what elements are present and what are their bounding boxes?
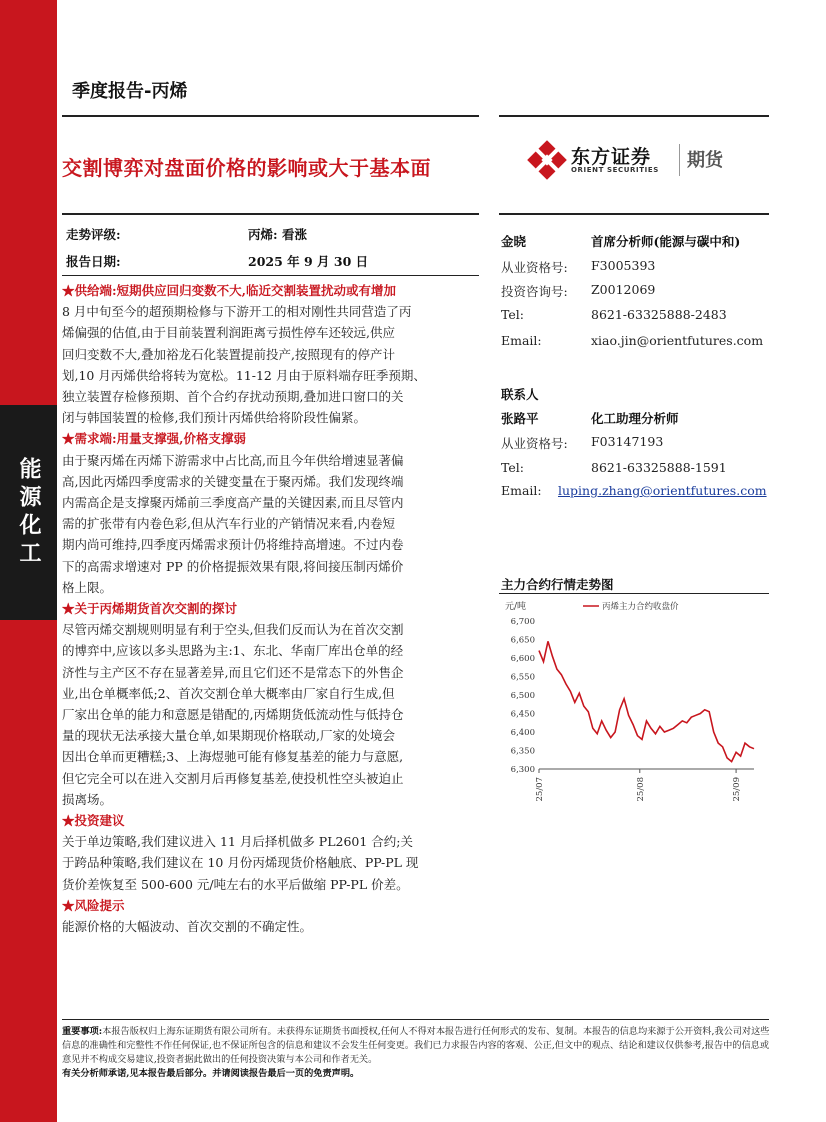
qual-label: 从业资格号:: [501, 436, 568, 451]
logo-separator: [679, 144, 680, 176]
sector-text: 能源化工: [16, 456, 41, 569]
footer-rule: [62, 1019, 769, 1020]
body-line: 格上限。: [62, 579, 113, 595]
body-line: 业,出仓单概率低;2、首次交割仓单大概率由厂家自行生成,但: [62, 685, 395, 701]
body-line: 闭与韩国装置的检修,我们预计丙烯供给将阶段性偏紧。: [62, 410, 366, 426]
meta-rule-left: [62, 213, 479, 215]
qual-value: F3005393: [591, 258, 656, 273]
section-heading: ★供给端:短期供应回归变数不大,临近交割装置扰动或有增加: [62, 283, 396, 298]
x-tick-label: 25/08: [635, 777, 646, 802]
top-rule-left: [62, 115, 479, 117]
date-label: 报告日期:: [66, 254, 121, 269]
body-line: 量的现状无法承接大量仓单,如果期现价格联动,厂家的处境会: [62, 728, 395, 744]
body-line: 因出仓单而更糟糕;3、上海煜驰可能有修复基差的能力与意愿,: [62, 749, 404, 765]
body-line: 下的高需求增速对 PP 的价格提振效果有限,将间接压制丙烯价: [62, 558, 404, 574]
y-tick-label: 6,450: [510, 709, 535, 720]
orient-logo-icon: [527, 140, 567, 180]
logo-en: ORIENT SECURITIES: [571, 166, 659, 174]
x-tick-label: 25/09: [732, 777, 743, 802]
body-line: 尽管丙烯交割规则明显有利于空头,但我们反而认为在首次交割: [62, 622, 404, 638]
body-line: 8 月中旬至今的超预期检修与下游开工的相对刚性共同营造了丙: [62, 304, 412, 320]
body-line: 回归变数不大,叠加裕龙石化装置提前投产,按照现有的停产计: [62, 346, 395, 362]
y-tick-label: 6,700: [510, 617, 535, 627]
footer-disclaimer: [62, 1025, 774, 1081]
y-tick-label: 6,600: [510, 654, 535, 664]
rating-label: 走势评级:: [66, 227, 121, 242]
body-line: 损离场。: [62, 791, 113, 807]
report-type: 季度报告-丙烯: [72, 81, 188, 102]
y-tick-label: 6,500: [510, 691, 535, 701]
consult-value: Z0012069: [591, 282, 656, 297]
body-line: 内需高企是支撑聚丙烯前三季度高产量的关键因素,而且尽管内: [62, 495, 404, 511]
body-line: 能源价格的大幅波动、首次交割的不确定性。: [62, 919, 313, 935]
notice-label: 重要事项:: [62, 1026, 103, 1037]
date-value: 2025 年 9 月 30 日: [248, 254, 369, 269]
body-line: 由于聚丙烯在丙烯下游需求中占比高,而且今年供给增速显著偏: [62, 452, 404, 468]
body-line: 划,10 月丙烯供给将转为宽松。11-12 月由于原料端存旺季预期、: [62, 367, 426, 383]
tel-label: Tel:: [501, 460, 524, 475]
legend-label: 丙烯主力合约收盘价: [602, 602, 679, 612]
email-label: Email:: [501, 483, 542, 498]
body-line: 但它完全可以在进入交割月后再修复基差,使投机性空头被迫止: [62, 770, 404, 786]
body-line: 独立装置存检修预期、首个合约存扰动预期,叠加进口窗口的关: [62, 389, 404, 405]
chart-title: 主力合约行情走势图: [501, 577, 614, 592]
section-heading: ★关于丙烯期货首次交割的探讨: [62, 601, 238, 617]
y-tick-label: 6,650: [510, 635, 535, 646]
analyst-name: 张路平: [501, 411, 539, 426]
report-summary: [62, 280, 482, 937]
section-heading: ★风险提示: [62, 897, 125, 913]
body-line: 货价差恢复至 500-600 元/吨左右的水平后做缩 PP-PL 价差。: [62, 876, 409, 892]
body-line: 期内尚可维持,四季度丙烯需求预计仍将维持高增速。不过内卷: [62, 537, 404, 553]
y-tick-label: 6,400: [510, 728, 535, 738]
tel-value: 8621-63325888-2483: [591, 307, 727, 322]
analyst-title: 首席分析师(能源与碳中和): [591, 234, 741, 249]
meta-bottom-rule: [62, 275, 479, 276]
body-line: 厂家出仓单的能力和意愿是错配的,丙烯期货低流动性与低持仓: [62, 707, 404, 723]
body-line: 高,因此丙烯四季度需求的关键变量在于聚丙烯。我们发现终端: [62, 473, 404, 489]
body-line: 关于单边策略,我们建议进入 11 月后择机做多 PL2601 合约;关: [62, 834, 414, 850]
analyst-name: 金晓: [501, 234, 527, 249]
rating-value: 丙烯: 看涨: [248, 227, 307, 242]
body-line: 的博弈中,应该以多头思路为主:1、东北、华南厂库出仓单的经: [62, 643, 404, 659]
body-line: 济性与主产区不存在显著差异,而且它们还不是常态下的外售企: [62, 664, 404, 680]
email-value: xiao.jin@orientfutures.com: [591, 333, 764, 348]
email-link[interactable]: luping.zhang@orientfutures.com: [558, 483, 767, 498]
y-axis-unit: 元/吨: [505, 602, 527, 612]
logo-cn: 东方证券: [571, 146, 652, 168]
qual-label: 从业资格号:: [501, 260, 568, 275]
sector-label: [0, 405, 57, 620]
body-line: 需的扩张带有内卷色彩,但从汽车行业的产销情况来看,内卷短: [62, 516, 395, 532]
qual-value: F03147193: [591, 434, 664, 449]
y-tick-label: 6,550: [510, 672, 535, 683]
tel-label: Tel:: [501, 307, 524, 322]
body-line: 烯偏强的估值,由于目前装置利润距离亏损性停车还较远,供应: [62, 325, 395, 341]
tel-value: 8621-63325888-1591: [591, 460, 727, 475]
analyst-title: 化工助理分析师: [591, 411, 679, 426]
logo-division: 期货: [687, 150, 723, 171]
y-tick-label: 6,350: [510, 746, 535, 757]
body-line: 于跨品种策略,我们建议在 10 月份丙烯现货价格触底、PP-PL 现: [62, 855, 419, 871]
section-heading: ★投资建议: [62, 813, 125, 829]
company-logo: [527, 140, 767, 180]
consult-label: 投资咨询号:: [501, 284, 568, 299]
price-chart: [499, 597, 769, 827]
x-tick-label: 25/07: [535, 777, 545, 802]
chart-title-rule: [499, 593, 769, 594]
meta-rule-right: [499, 213, 769, 215]
email-label: Email:: [501, 333, 542, 348]
section-heading: ★需求端:用量支撑强,价格支撑弱: [62, 431, 246, 447]
top-rule-right: [499, 115, 769, 117]
notice-text: 本报告版权归上海东证期货有限公司所有。未获得东证期货书面授权,任何人不得对本报告进行任何形式的发布、复制。本报告的信息均来源于公开资料,我公司对这些信息的准确性和完整性不作任何保证,也不保证所包含的信息和建议不会发生任何变更。我们已力求报告内容的客观、公正,但文中的观点、结论和建议仅供参考,报告中的信息或意见并不构成交易建议,投资者据此做出的任何投资决策与本公司和作者无关。: [62, 1026, 770, 1065]
contact-label: 联系人: [501, 387, 539, 402]
series-line: [539, 641, 754, 761]
analyst-statement: 有关分析师承诺,见本报告最后部分。并请阅读报告最后一页的免责声明。: [62, 1068, 360, 1079]
page-title: 交割博弈对盘面价格的影响或大于基本面: [62, 156, 431, 180]
y-tick-label: 6,300: [510, 765, 535, 775]
